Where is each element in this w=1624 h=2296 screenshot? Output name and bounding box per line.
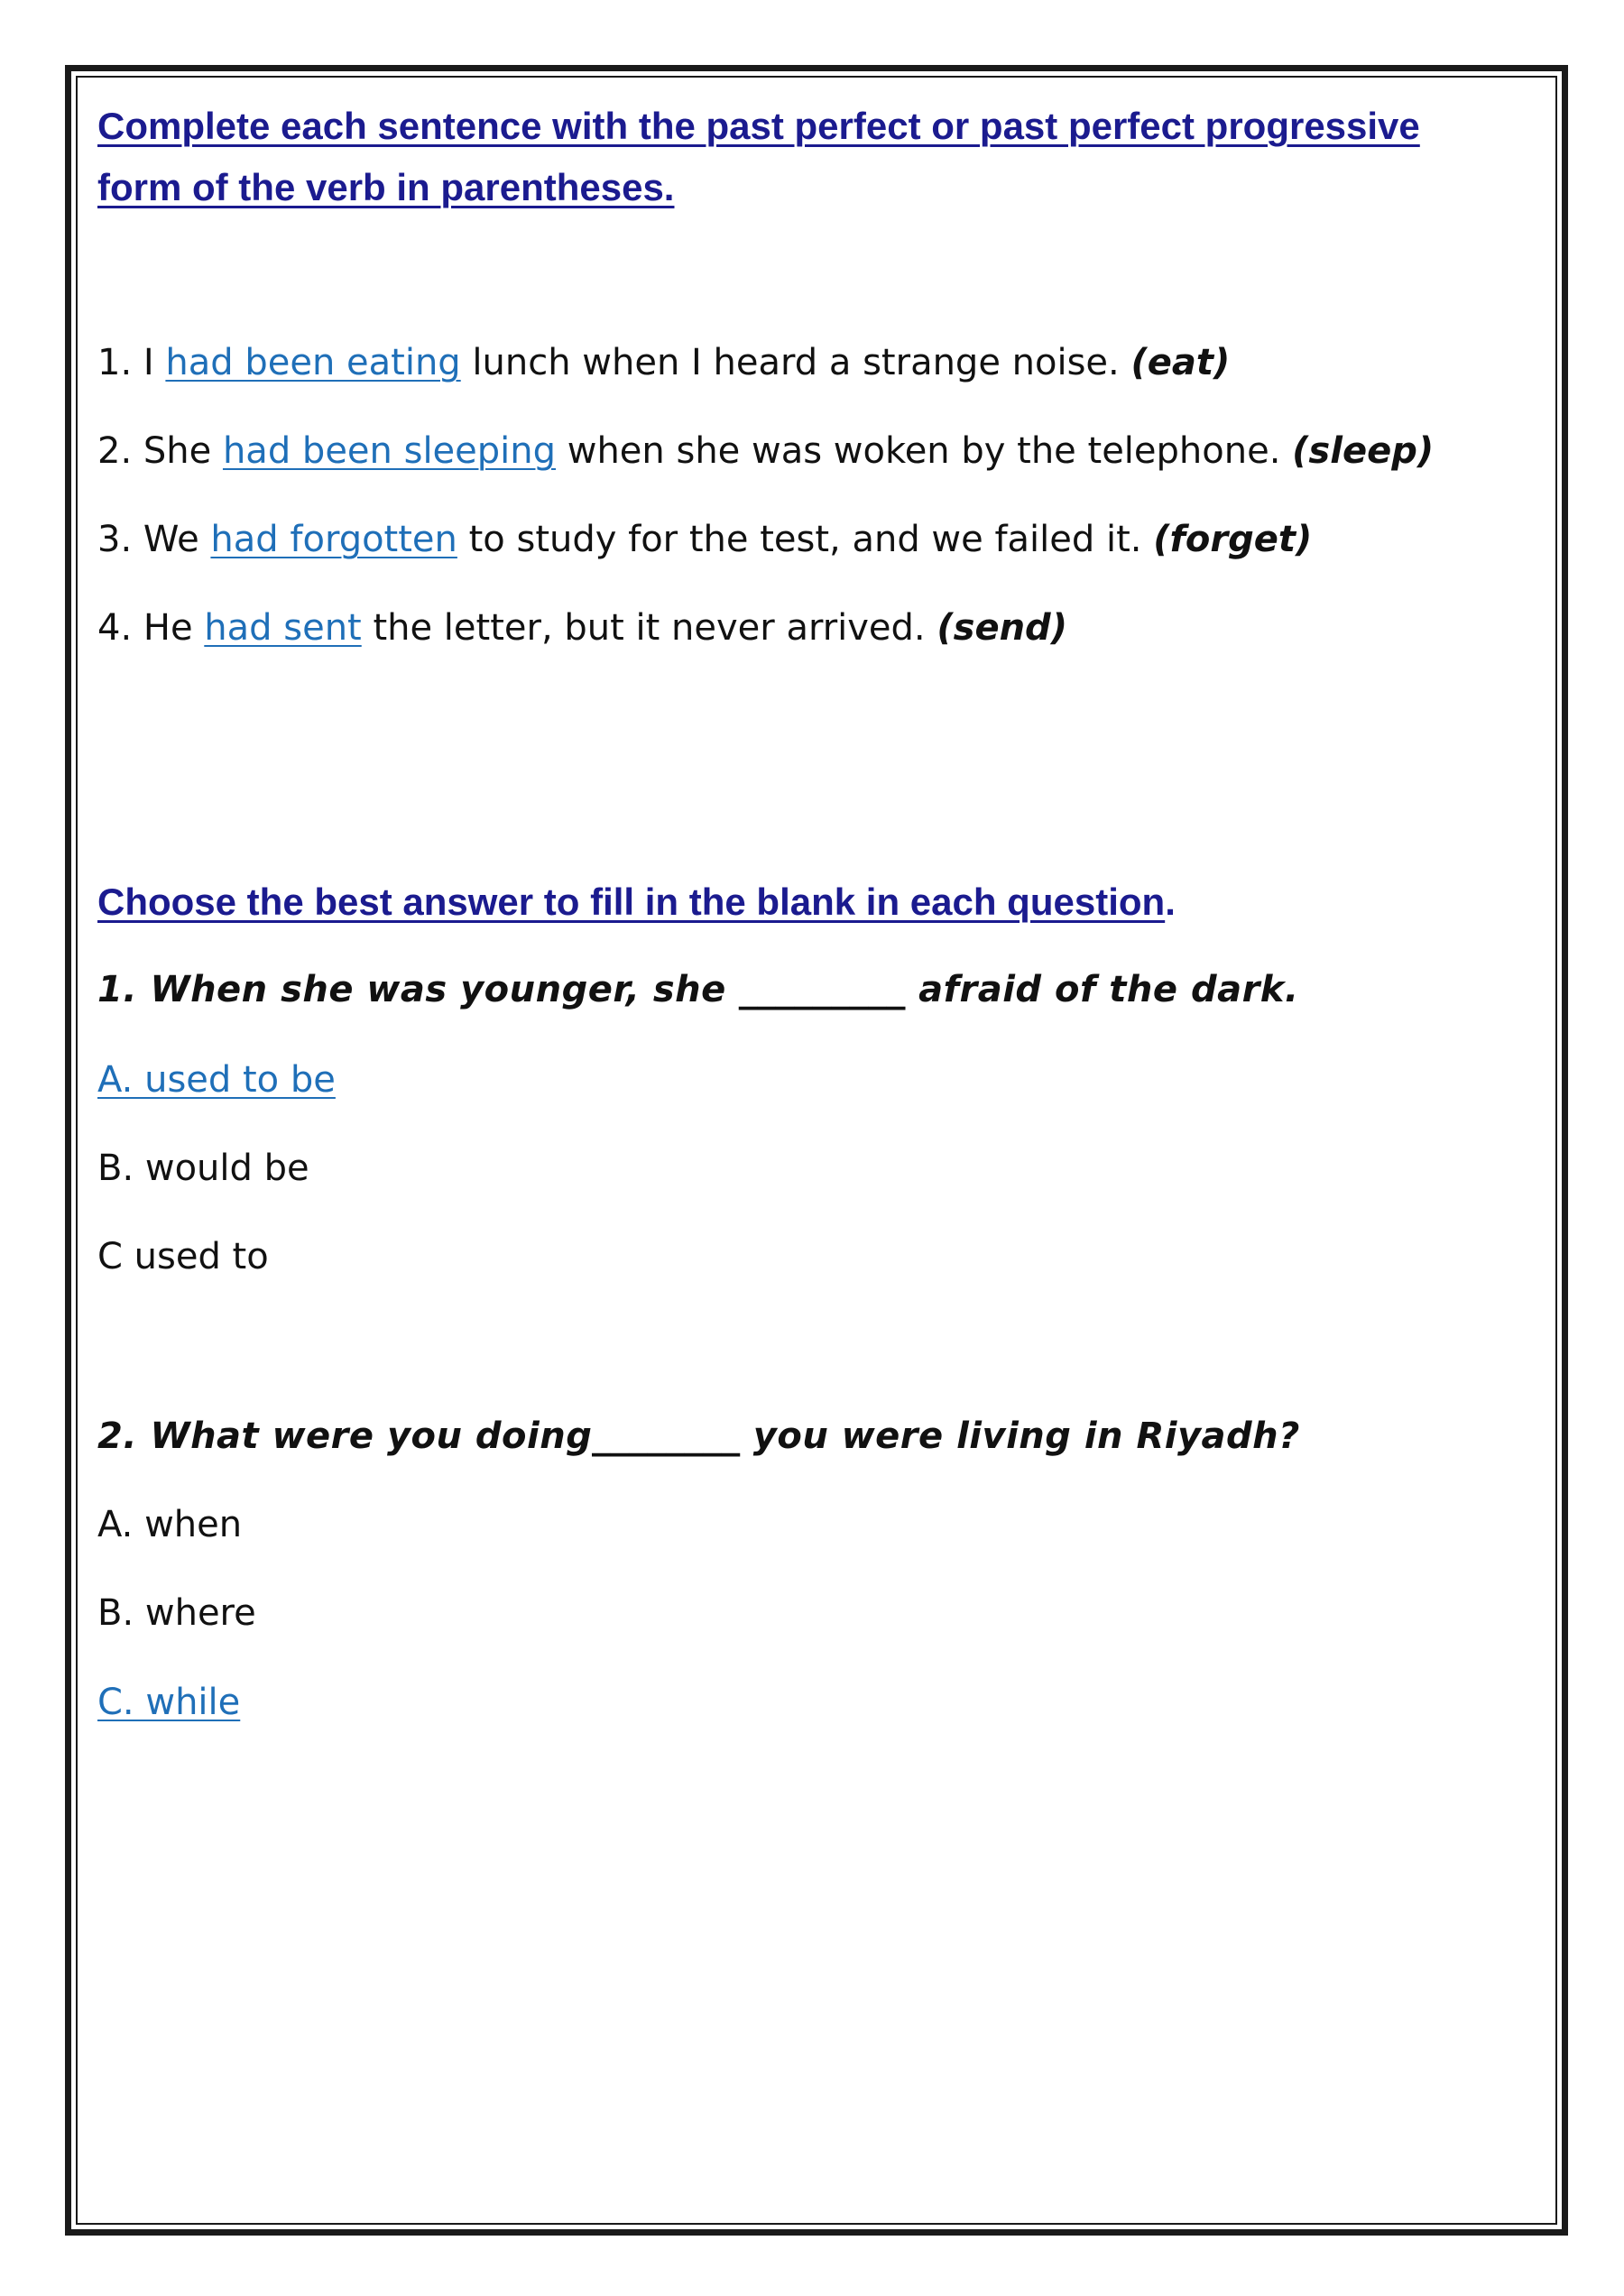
item-verb-hint: (eat) <box>1130 342 1231 383</box>
section2-heading-text: Choose the best answer to fill in the blank in each question <box>97 881 1166 923</box>
item-prefix: 2. She <box>97 430 223 472</box>
section1-item-2 <box>97 427 1434 475</box>
item-verb-hint: (send) <box>937 607 1067 649</box>
question-1-option-b: B. would be <box>97 1148 309 1189</box>
item-verb-hint: (sleep) <box>1292 430 1435 472</box>
item-prefix: 1. I <box>97 342 166 383</box>
item-answer: had forgotten <box>210 519 457 560</box>
section1-item-3 <box>97 515 1312 564</box>
question-1-option-c: C used to <box>97 1236 269 1277</box>
item-answer: had been sleeping <box>222 430 557 472</box>
question-2: 2. What were you doing________ you were living in Riyadh? <box>97 1415 1300 1457</box>
question-2-option-c: C. while <box>97 1682 241 1723</box>
question-2-option-b: B. where <box>97 1592 256 1634</box>
item-verb-hint: (forget) <box>1153 519 1313 560</box>
section1-heading: Complete each sentence with the past perfect or past perfect progressive form of the verb in parentheses. <box>97 105 1420 208</box>
item-rest: to study for the test, and we failed it. <box>457 519 1154 560</box>
question-2-option-a: A. when <box>97 1504 243 1545</box>
section2-heading <box>97 871 1505 933</box>
item-answer: had been eating <box>165 342 461 383</box>
question-1: 1. When she was younger, she _________ afraid of the dark. <box>97 969 1299 1010</box>
item-answer: had sent <box>204 607 362 649</box>
item-prefix: 4. He <box>97 607 205 649</box>
item-rest: the letter, but it never arrived. <box>361 607 937 649</box>
item-rest: when she was woken by the telephone. <box>556 430 1293 472</box>
section2-heading-period: . <box>1165 881 1176 923</box>
item-rest: lunch when I heard a strange noise. <box>460 342 1131 383</box>
section1-item-1 <box>97 338 1230 387</box>
question-1-option-a: A. used to be <box>97 1059 336 1101</box>
section1-item-4 <box>97 604 1067 652</box>
item-prefix: 3. We <box>97 519 211 560</box>
